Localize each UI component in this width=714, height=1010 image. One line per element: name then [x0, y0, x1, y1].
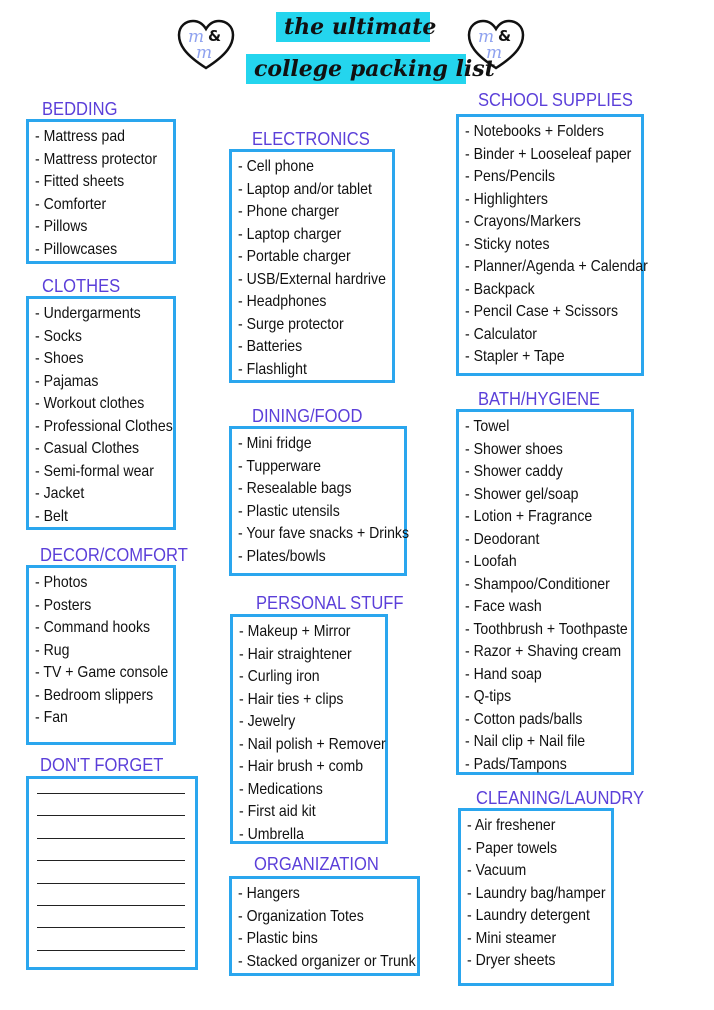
list-item: - Stapler + Tape [465, 346, 620, 369]
heading-cleaning: CLEANING/LAUNDRY [476, 788, 645, 808]
list-item: - TV + Game console [35, 662, 156, 685]
list-item: - Hand soap [465, 664, 611, 687]
heading-clothes: CLOTHES [42, 276, 121, 296]
write-in-line[interactable] [37, 927, 185, 928]
heading-electronics: ELECTRONICS [252, 129, 370, 149]
list-item: - Mattress pad [35, 126, 156, 149]
list-item: - Organization Totes [238, 906, 396, 929]
write-in-line[interactable] [37, 883, 185, 884]
bedding-items [29, 122, 173, 261]
list-item: - Jewelry [239, 711, 367, 734]
list-item: - Stacked organizer or Trunk [238, 951, 396, 974]
list-item: - Semi-formal wear [35, 461, 156, 484]
list-item: - Dryer sheets [467, 950, 594, 973]
bath-items [459, 412, 631, 776]
list-item: - Fan [35, 707, 156, 730]
list-item: - Laptop charger [238, 224, 374, 247]
list-item: - Portable charger [238, 246, 374, 269]
list-dining [229, 426, 407, 576]
svg-text:&: & [208, 27, 222, 45]
list-item: - Laundry bag/hamper [467, 883, 594, 906]
organization-items [232, 879, 417, 973]
list-item: - Planner/Agenda + Calendar [465, 256, 620, 279]
list-item: - Toothbrush + Toothpaste [465, 619, 611, 642]
list-item: - Shower caddy [465, 461, 611, 484]
list-item: - Pajamas [35, 371, 156, 394]
list-item: - Vacuum [467, 860, 594, 883]
list-item: - Pillows [35, 216, 156, 239]
clothes-items [29, 299, 173, 528]
list-bath [456, 409, 634, 775]
list-item: - Shower shoes [465, 439, 611, 462]
heading-dont-forget: DON'T FORGET [40, 755, 164, 775]
list-item: - Mini steamer [467, 928, 594, 951]
list-item: - Jacket [35, 483, 156, 506]
write-in-line[interactable] [37, 905, 185, 906]
list-item: - Pads/Tampons [465, 754, 611, 777]
list-item: - Razor + Shaving cream [465, 641, 611, 664]
electronics-items [232, 152, 392, 381]
list-item: - Medications [239, 779, 367, 802]
list-item: - First aid kit [239, 801, 367, 824]
heading-bath: BATH/HYGIENE [478, 389, 601, 409]
list-item: - Bedroom slippers [35, 685, 156, 708]
list-clothes [26, 296, 176, 530]
list-organization [229, 876, 420, 976]
list-item: - Command hooks [35, 617, 156, 640]
write-in-line[interactable] [37, 815, 185, 816]
svg-text:&: & [498, 27, 512, 45]
list-item: - Resealable bags [238, 478, 384, 501]
list-item: - Nail clip + Nail file [465, 731, 611, 754]
list-item: - Posters [35, 595, 156, 618]
list-item: - Workout clothes [35, 393, 156, 416]
list-item: - Face wash [465, 596, 611, 619]
list-item: - Phone charger [238, 201, 374, 224]
list-item: - Loofah [465, 551, 611, 574]
decor-items [29, 568, 173, 730]
svg-text:m: m [486, 43, 503, 63]
list-item: - Headphones [238, 291, 374, 314]
list-item: - Pillowcases [35, 239, 156, 262]
list-item: - Notebooks + Folders [465, 121, 620, 144]
list-item: - Q-tips [465, 686, 611, 709]
heading-personal: PERSONAL STUFF [256, 593, 404, 613]
school-items [459, 117, 648, 369]
list-item: - Nail polish + Remover [239, 734, 367, 757]
list-item: - Laptop and/or tablet [238, 179, 374, 202]
dining-items [232, 429, 409, 568]
personal-items [233, 617, 385, 846]
write-in-line[interactable] [37, 860, 185, 861]
list-item: - Plastic utensils [238, 501, 384, 524]
list-item: - Air freshener [467, 815, 594, 838]
heading-organization: ORGANIZATION [254, 854, 379, 874]
list-item: - Undergarments [35, 303, 156, 326]
list-item: - Shoes [35, 348, 156, 371]
heading-dining: DINING/FOOD [252, 406, 363, 426]
logo-left [176, 18, 236, 72]
list-item: - Lotion + Fragrance [465, 506, 611, 529]
write-in-line[interactable] [37, 838, 185, 839]
list-item: - Plates/bowls [238, 546, 384, 569]
list-item: - Rug [35, 640, 156, 663]
dont-forget-box [26, 776, 198, 970]
svg-text:m: m [196, 43, 213, 63]
blank-lines [29, 779, 195, 951]
heading-school: SCHOOL SUPPLIES [478, 90, 633, 110]
list-item: - Pens/Pencils [465, 166, 620, 189]
list-item: - Photos [35, 572, 156, 595]
list-item: - Calculator [465, 324, 620, 347]
list-item: - Belt [35, 506, 156, 529]
list-item: - Shower gel/soap [465, 484, 611, 507]
list-item: - Mattress protector [35, 149, 156, 172]
list-school [456, 114, 648, 376]
list-item: - Casual Clothes [35, 438, 156, 461]
list-item: - Paper towels [467, 838, 594, 861]
list-item: - Hair straightener [239, 644, 367, 667]
list-item: - Deodorant [465, 529, 611, 552]
title-line-2: college packing list [246, 54, 466, 84]
list-item: - Socks [35, 326, 156, 349]
list-item: - Curling iron [239, 666, 367, 689]
list-decor [26, 565, 176, 745]
list-item: - Hair brush + comb [239, 756, 367, 779]
list-item: - Sticky notes [465, 234, 620, 257]
list-item: - Crayons/Markers [465, 211, 620, 234]
list-item: - Makeup + Mirror [239, 621, 367, 644]
heart-logo-icon [176, 18, 236, 72]
write-in-line[interactable] [37, 950, 185, 951]
list-item: - Your fave snacks + Drinks [238, 523, 384, 546]
list-item: - Umbrella [239, 824, 367, 847]
list-item: - Hangers [238, 883, 396, 906]
svg-text:m: m [188, 27, 205, 47]
list-item: - Tupperware [238, 456, 384, 479]
list-item: - Highlighters [465, 189, 620, 212]
list-item: - Pencil Case + Scissors [465, 301, 620, 324]
list-item: - Surge protector [238, 314, 374, 337]
heading-decor: DECOR/COMFORT [40, 545, 188, 565]
list-item: - Comforter [35, 194, 156, 217]
list-item: - Cell phone [238, 156, 374, 179]
heading-bedding: BEDDING [42, 99, 118, 119]
list-item: - Cotton pads/balls [465, 709, 611, 732]
list-item: - Plastic bins [238, 928, 396, 951]
list-bedding [26, 119, 176, 264]
list-item: - Shampoo/Conditioner [465, 574, 611, 597]
list-item: - Professional Clothes [35, 416, 156, 439]
list-item: - Flashlight [238, 359, 374, 382]
write-in-line[interactable] [37, 793, 185, 794]
cleaning-items [461, 811, 611, 973]
list-item: - Binder + Looseleaf paper [465, 144, 620, 167]
list-item: - USB/External hardrive [238, 269, 374, 292]
list-electronics [229, 149, 395, 383]
list-item: - Batteries [238, 336, 374, 359]
list-item: - Towel [465, 416, 611, 439]
svg-text:m: m [478, 27, 495, 47]
list-item: - Fitted sheets [35, 171, 156, 194]
list-item: - Laundry detergent [467, 905, 594, 928]
list-item: - Backpack [465, 279, 620, 302]
title-line-1: the ultimate [276, 12, 430, 42]
list-item: - Hair ties + clips [239, 689, 367, 712]
list-item: - Mini fridge [238, 433, 384, 456]
list-cleaning [458, 808, 614, 986]
list-personal [230, 614, 388, 844]
